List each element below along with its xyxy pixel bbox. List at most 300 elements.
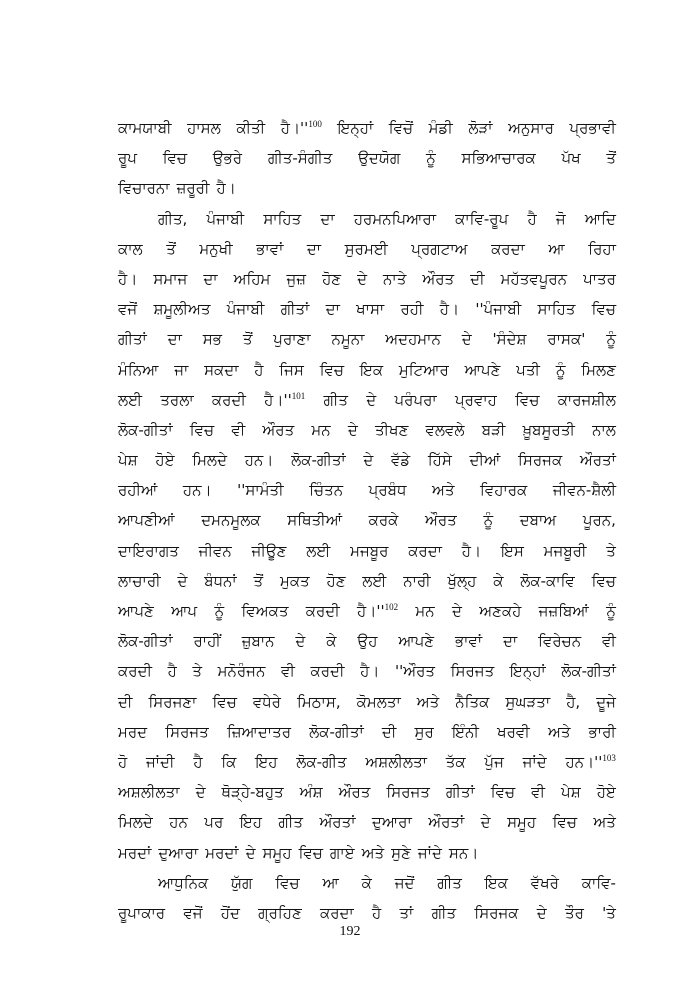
word: ਦੇ: [177, 571, 188, 590]
word: ਤੋਂ: [606, 149, 616, 168]
word: ਸਾਹਿਤ: [537, 300, 576, 319]
text-line: [118, 475, 616, 505]
word: ਤੌਰ: [564, 903, 584, 922]
text-line: [118, 687, 616, 717]
word: ਮਰਦਾਂ: [205, 843, 239, 862]
word: ਸਿਰਜਣਾ: [148, 692, 197, 711]
word: ਵਿਚ: [591, 300, 616, 319]
word: ਖਾਸਾ: [356, 300, 385, 319]
word: ਸਾਹਿਤ: [263, 209, 302, 228]
text-line: [118, 747, 616, 777]
word: ਔਰਤ: [425, 511, 457, 530]
word: ਜੀਵਨ: [198, 541, 232, 560]
word: ਵਿਚਾਰਨਾ: [118, 179, 170, 198]
word: ਮਨ: [415, 602, 435, 620]
word: ਅਤੇ: [361, 843, 385, 862]
word: ''ਔਰਤ: [395, 662, 436, 681]
word: ਹੈ।: [118, 269, 138, 288]
word: ਲਈ: [362, 571, 387, 590]
word: ''ਸਾਮੰਤੀ: [237, 481, 284, 500]
word: ਸਿਰਜਕ: [518, 451, 563, 470]
word: ਅਤੇ: [416, 692, 440, 711]
word: ਹੈ,: [566, 692, 581, 711]
word: ਆਪਣੀਆਂ: [118, 511, 175, 530]
word: ਪਾਤਰ: [583, 269, 616, 288]
word: ਵਿਚ: [490, 783, 516, 802]
word: ਆ: [322, 873, 339, 892]
word: ਲਈ: [118, 390, 143, 409]
word: ਰਹੀ: [400, 300, 424, 319]
word: ਔਰਤਾਂ: [428, 813, 465, 832]
word: ਤੇ: [606, 541, 616, 560]
word: ਹੈ।: [360, 662, 380, 681]
word: ਵਜੋਂ: [118, 300, 138, 319]
word: ਵਿਚ: [275, 873, 300, 892]
word: ਸਮੂਹ: [507, 813, 537, 832]
word: ਵਧੇਰੇ: [252, 692, 281, 711]
word: ਦੇ: [461, 330, 472, 349]
word: ਦਮਨਮੂਲਕ: [201, 511, 261, 530]
text-line: [118, 445, 616, 475]
word: ਹਨ।: [182, 481, 212, 500]
word: ਆਪਣੇ: [464, 360, 501, 379]
word: ਪ੍ਰਭਾਵੀ: [569, 119, 616, 137]
word: ਮਰਦ: [118, 722, 148, 741]
text-line: [118, 777, 616, 807]
word: ਪ੍ਰਵਾਹ: [454, 390, 497, 409]
word: ਸਕਦਾ: [204, 360, 239, 379]
word: ਔਰਤ: [262, 420, 295, 439]
word: ਹੈ।: [439, 300, 460, 319]
text-line: [118, 385, 616, 415]
word: ਵੀ: [280, 662, 295, 681]
word: ਨੂੰ: [606, 602, 616, 620]
word: ਇਹ: [239, 813, 262, 832]
word: ਮਿਠਾਸ,: [296, 692, 341, 711]
word: ਲੋੜਾਂ: [468, 119, 493, 137]
word: ਰਾਸਕ': [547, 330, 586, 349]
word: ਤੱਕ: [445, 752, 466, 771]
word: ਸੁਰ: [414, 722, 434, 741]
word: ਹਿੱਸੇ: [427, 451, 452, 470]
word: ਗੀਤ-ਸੰਗੀਤ: [267, 149, 333, 168]
word: ਗ੍ਰਹਿਣ: [258, 903, 302, 922]
word: ਅਨੁਸਾਰ: [508, 119, 554, 137]
word: ਭਾਵਾਂ: [454, 632, 483, 651]
word: ਅਹਿਮ: [233, 269, 271, 288]
word: ਵੀ: [531, 783, 545, 802]
word: ਦੇ: [366, 390, 377, 409]
word: ਕਾਵਿ-ਰੂਪ: [455, 209, 509, 228]
word: ਭਾਰੀ: [588, 722, 616, 741]
word: ਹੋਣ: [322, 269, 342, 288]
word: ਤਰਲਾ: [160, 390, 194, 409]
word: ਲੋਕ-ਗੀਤਾਂ: [291, 451, 346, 470]
word: ਕਰਦੀ: [211, 390, 246, 409]
word: ਬੰਧਨਾਂ: [204, 571, 237, 590]
word: ਅਤੇ: [547, 722, 571, 741]
word: ਜ਼ੁਬਾਨ: [241, 632, 275, 651]
word: ਦੇ: [357, 269, 368, 288]
word: ਪੁਰਾਣਾ: [273, 330, 311, 349]
word: ਕਾਰਜਸ਼ੀਲ: [557, 390, 616, 409]
word: ਵਿਚ: [319, 360, 345, 379]
word: ਨਾਲ: [592, 420, 616, 439]
word: ਦੇ: [195, 783, 206, 802]
word: ਦੇ: [363, 451, 374, 470]
word: ਦਾ: [203, 269, 218, 288]
word: ਸੁਘੜਤਾ: [505, 692, 551, 711]
word: ਵੱਖਰੇ: [530, 873, 559, 892]
word: ਵੀ: [231, 420, 246, 439]
word: ਦਾ: [325, 300, 340, 319]
word: ਇਕ: [484, 873, 508, 892]
text-line: [118, 264, 616, 294]
word: ਵੀ: [602, 632, 616, 651]
word: ਔਰਤਾਂ: [319, 813, 356, 832]
word: 'ਸੰਦੇਸ਼: [492, 330, 527, 349]
word: ਦਾਇਰਾਗਤ: [118, 541, 179, 560]
word: ਮਿਲਦੇ: [118, 813, 153, 832]
word: ਵਿਚ: [515, 390, 540, 409]
word: ਲਈ: [306, 541, 331, 560]
word: ਲੋਕ-ਗੀਤਾਂ: [118, 420, 173, 439]
word: ਗੀਤ: [431, 903, 457, 922]
word: ਸਿਰਜਤ: [165, 722, 209, 741]
text-line: [118, 294, 616, 324]
word: ਪ੍ਰਬੰਧ: [368, 481, 407, 500]
word: ਨੂੰ: [606, 330, 616, 349]
word: ਹੈ।: [461, 541, 482, 560]
word: ਦੇ: [295, 632, 306, 651]
word: ਸਨ।: [448, 843, 479, 862]
word: ਇਕ: [359, 360, 384, 379]
word: ਭਾਵਾਂ: [256, 239, 284, 258]
word: ਕਾਮਯਾਬੀ: [118, 119, 172, 137]
word: ਲੋਕ-ਗੀਤਾਂ: [561, 662, 616, 681]
word: ਦੀ: [118, 692, 133, 711]
word: ਨਾਰੀ: [403, 571, 431, 590]
word: ਨਾਤੇ: [383, 269, 407, 288]
word: ਕਰਦਾ: [319, 903, 354, 922]
word: $ਹੈ।''^{102}$: [357, 602, 399, 620]
word: ਮੁਟਿਆਰ: [398, 360, 449, 379]
word: ਕਾਵਿ-: [581, 873, 616, 892]
word: ਲੋਕ-ਗੀਤਾਂ: [118, 632, 173, 651]
word: ਉਦਯੋਗ: [358, 149, 401, 168]
document-body: [118, 113, 616, 928]
word: ਵਿਚ: [189, 420, 215, 439]
word: ਹੋਏ: [155, 451, 175, 470]
text-line: [118, 626, 616, 656]
word: ਜਾਂਦੇ: [522, 752, 547, 771]
word: ਮਜਬੂਰ: [350, 541, 389, 560]
text-line: [118, 656, 616, 686]
word: ਕਰਦਾ: [408, 541, 442, 560]
word: $ਹਨ।''^{103}$: [565, 752, 616, 771]
word: ਮੁਕਤ: [279, 571, 310, 590]
word: ਵਿਅਕਤ: [241, 602, 289, 620]
word: ਹੋਂਦ: [220, 903, 240, 922]
word: $ਹੈ।''^{101}$: [264, 390, 306, 409]
word: ਮਜਬੂਰੀ: [543, 541, 587, 560]
word: ਦੁਆਰਾ: [158, 843, 199, 862]
footnote-ref: 103: [602, 752, 616, 763]
word: ਕਰਦੀ: [310, 662, 345, 681]
word: ਸੁਣੇ: [391, 843, 411, 862]
word: ਅਤੇ: [431, 481, 455, 500]
word: ਹੈ: [193, 752, 203, 771]
word: ਵਲਵਲੇ: [425, 420, 465, 439]
word: ਮਹੱਤਵਪੂਰਨ: [500, 269, 568, 288]
text-line: [118, 536, 616, 566]
word: ਕਿ: [221, 752, 237, 771]
page-number: 192: [339, 924, 361, 939]
word: ਜੀਵਨ-ਸ਼ੈਲੀ: [552, 481, 616, 500]
word: ਨੂੰ: [214, 602, 225, 620]
word: ਹੈ।: [216, 179, 236, 198]
word: ਹੋ: [118, 752, 128, 771]
text-line: [118, 868, 616, 898]
word: ਪੰਜਾਬੀ: [226, 300, 265, 319]
word: ਖ਼ੂਬਸੂਰਤੀ: [522, 420, 575, 439]
text-line: [118, 234, 616, 264]
word: ਦੀਆਂ: [469, 451, 501, 470]
word: ਖੁੱਲ੍ਹ: [447, 571, 477, 590]
word: ਦੇ: [536, 903, 547, 922]
word: ਹੈ: [254, 360, 264, 379]
text-line: [118, 204, 616, 234]
word: ਰਿਹਾ: [588, 239, 616, 258]
word: ਇਨ੍ਹਾਂ: [509, 662, 546, 681]
word: ਅਸ਼ਲੀਲਤਾ: [118, 783, 180, 802]
word: ਲੋਕ-ਗੀਤ: [296, 752, 347, 771]
word: ਦਾ: [167, 330, 182, 349]
word: ਥੋੜ੍ਹੇ-ਬਹੁਤ: [221, 783, 284, 802]
word: ਤੀਖਣ: [374, 420, 409, 439]
word: ਲੋਕ-ਗੀਤਾਂ: [309, 722, 364, 741]
text-line: [118, 596, 616, 626]
word: ਆਪ: [171, 602, 198, 620]
word: ਸਥਿਤੀਆਂ: [287, 511, 343, 530]
word: ਹੋਣ: [326, 571, 346, 590]
word: ਹੋਏ: [596, 783, 616, 802]
word: ਪੰਜਾਬੀ: [206, 209, 245, 228]
word: ਕਰਕੇ: [368, 511, 399, 530]
word: ਦੂਜੇ: [596, 692, 616, 711]
word: ਔਰਤਾਂ: [579, 451, 616, 470]
word: ਗੀਤਾਂ: [118, 330, 147, 349]
word: ਕਰਦੀ: [305, 602, 340, 620]
word: ਆਪਣੇ: [398, 632, 435, 651]
word: ਜ਼ਿਆਦਾਤਰ: [226, 722, 291, 741]
word: ਉਹ: [357, 632, 378, 651]
word: ਜੁਜ਼: [286, 269, 307, 288]
word: ਮੰਡੀ: [428, 119, 453, 137]
text-line: [118, 143, 616, 173]
word: ਜਦੋਂ: [394, 873, 415, 892]
word: ਦਾ: [306, 239, 322, 258]
word: ਸਭ: [202, 330, 222, 349]
word: ਯੁੱਗ: [231, 873, 253, 892]
word: ਰਹੀਆਂ: [118, 481, 158, 500]
word: ਪੁੱਜ: [484, 752, 504, 771]
word: ਉਭਰੇ: [212, 149, 243, 168]
word: ਆ: [548, 239, 565, 258]
word: ਦੇ: [347, 420, 358, 439]
word: ਤੋਂ: [242, 330, 253, 349]
word: ਹੈ: [167, 662, 177, 681]
word: ਦਾ: [502, 632, 518, 651]
word: ਅਤੇ: [593, 813, 616, 832]
word: ਮਿਲਦੇ: [192, 451, 228, 470]
word: ਅਣਕਹੇ: [479, 602, 522, 620]
word: ਗੀਤਾਂ: [445, 783, 475, 802]
word: ਹਾਸਲ: [187, 119, 221, 137]
word: ਮਨੁਖੀ: [199, 239, 233, 258]
word: ਸਿਰਜਕ: [474, 903, 519, 922]
word: $ਹੈ।''^{100}$: [280, 119, 322, 137]
word: ਹਰਮਨਪਿਆਰਾ: [353, 209, 436, 228]
word: ਅਸ਼ਲੀਲਤਾ: [365, 752, 427, 771]
word: ਦੇ: [480, 813, 491, 832]
word: ਰੂਪ: [118, 149, 137, 168]
word: ਵਿਚ: [298, 843, 323, 862]
word: ਦਾ: [320, 209, 335, 228]
word: ਵਿਹਾਰਕ: [480, 481, 528, 500]
word: ਨੂੰ: [555, 360, 566, 379]
word: ਗੀਤ: [278, 813, 303, 832]
word: ਜਿਸ: [279, 360, 304, 379]
word: ਕੀਤੀ: [236, 119, 266, 137]
word: ਇਨ੍ਹਾਂ: [337, 119, 374, 137]
word: ਤਾਂ: [399, 903, 414, 922]
word: ਮਨ: [311, 420, 331, 439]
word: ਪੇਸ਼: [118, 451, 138, 470]
word: ਅਦਹਮਾਨ: [385, 330, 441, 349]
word: ਹੈ: [527, 209, 537, 228]
word: ਸਭਿਆਚਾਰਕ: [461, 149, 536, 168]
word: ਤੇ: [192, 662, 203, 681]
text-line: [118, 566, 616, 596]
word: ਬੜੀ: [481, 420, 506, 439]
word: ਕਰਦਾ: [491, 239, 525, 258]
word: ਸਿਰਜਤ: [450, 662, 495, 681]
word: ਰਾਹੀਂ: [193, 632, 221, 651]
footnote-ref: 102: [384, 602, 399, 612]
word: ਵਿਚੋਂ: [388, 119, 414, 137]
word: ਦੀ: [381, 722, 397, 741]
word: ਔਰਤ: [338, 783, 371, 802]
text-line: [118, 807, 616, 837]
word: ਪਰ: [204, 813, 224, 832]
word: ਦੀ: [470, 269, 485, 288]
text-line: [118, 324, 616, 354]
word: ਇਸ: [500, 541, 524, 560]
word: ਵਜੋਂ: [183, 903, 203, 922]
text-line: [118, 113, 616, 143]
word: ਸਮਾਜ: [153, 269, 188, 288]
word: ਕੇ: [493, 571, 504, 590]
word: ਗੀਤਾਂ: [280, 300, 310, 319]
word: ਵਿਚ: [162, 149, 188, 168]
word: ਵਿਰੇਚਨ: [538, 632, 582, 651]
word: ਔਰਤ: [422, 269, 455, 288]
word: ਹੈ: [371, 903, 382, 922]
word: ਵੱਡੇ: [391, 451, 411, 470]
text-line: [118, 415, 616, 445]
word: ਜਾਂਦੀ: [146, 752, 175, 771]
word: ਗੀਤ: [437, 873, 462, 892]
word: ਗੀਤ,: [158, 209, 188, 228]
text-line: [118, 838, 616, 868]
word: ਆਧੁਨਿਕ: [158, 873, 209, 892]
word: ਨੈਤਿਕ: [455, 692, 490, 711]
word: ਹਨ: [169, 813, 188, 832]
word: ਮਿਲਣ: [581, 360, 616, 379]
word: ਨੂੰ: [426, 149, 436, 168]
word: ਆਪਣੇ: [118, 602, 154, 620]
word: ਸੁਰਮਈ: [344, 239, 388, 258]
word: ਤੋਂ: [253, 571, 264, 590]
word: ਮੰਨਿਆ: [118, 360, 159, 379]
word: ਸਿਰਜਤ: [386, 783, 430, 802]
word: ਨਮੂਨਾ: [331, 330, 365, 349]
word: ਜਾ: [174, 360, 189, 379]
word: ਦੇ: [245, 843, 256, 862]
footnote-ref: 100: [308, 119, 322, 129]
text-line: [118, 355, 616, 385]
word: ਕੇ: [361, 873, 372, 892]
word: ਕਾਲ: [118, 239, 143, 258]
word: ਜਜ਼ਬਿਆਂ: [538, 602, 589, 620]
word: ''ਪੰਜਾਬੀ: [475, 300, 522, 319]
word: ਪੂਰਨ,: [582, 511, 616, 530]
text-line: [118, 173, 616, 203]
word: ਵਿਚ: [212, 692, 237, 711]
word: ਵਿਚ: [591, 571, 616, 590]
word: ਮਨੋਰੰਜਨ: [217, 662, 266, 681]
text-line: [118, 717, 616, 747]
word: ਰੂਪਾਕਾਰ: [118, 903, 166, 922]
word: ਪੱਖ: [561, 149, 581, 168]
word: ਇਹ: [255, 752, 278, 771]
word: ਇੰਨੀ: [451, 722, 479, 741]
word: ਦਬਾਅ: [519, 511, 557, 530]
word: ਪਤੀ: [516, 360, 540, 379]
word: ਸਮੂਹ: [262, 843, 292, 862]
word: ਅੰਸ਼: [299, 783, 323, 802]
word: ਕੋਮਲਤਾ: [356, 692, 401, 711]
word: ਗੀਤ: [323, 390, 349, 409]
word: ਨੂੰ: [483, 511, 494, 530]
word: ਜ਼ਰੂਰੀ: [176, 179, 210, 198]
word: ਮਰਦਾਂ: [118, 843, 152, 862]
word: 'ਤੇ: [602, 903, 616, 922]
word: ਜਾਂਦੇ: [417, 843, 442, 862]
word: ਲਾਚਾਰੀ: [118, 571, 161, 590]
word: ਕਰਦੀ: [118, 662, 152, 681]
footnote-ref: 101: [291, 390, 306, 401]
word: ਹਨ।: [244, 451, 274, 470]
word: ਤੋਂ: [166, 239, 176, 258]
word: ਪੇਸ਼: [561, 783, 581, 802]
word: ਚਿੰਤਨ: [309, 481, 344, 500]
word: ਦੁਆਰਾ: [371, 813, 412, 832]
word: ਕੇ: [326, 632, 337, 651]
word: ਸ਼ਮੂਲੀਅਤ: [153, 300, 211, 319]
word: ਪਰੰਪਰਾ: [394, 390, 437, 409]
